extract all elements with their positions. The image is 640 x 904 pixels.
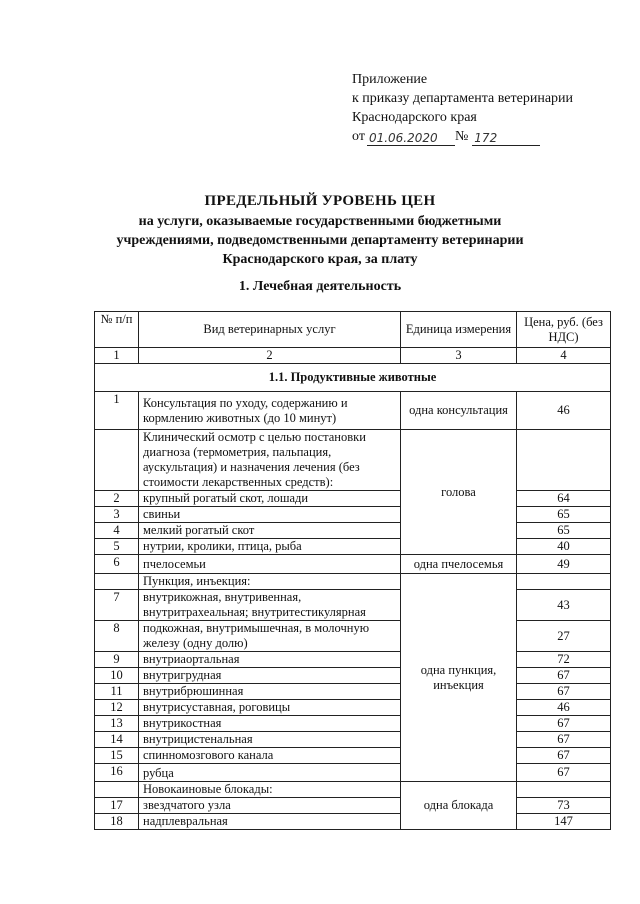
- row-num: 10: [95, 668, 139, 684]
- row-service: нутрии, кролики, птица, рыба: [139, 539, 401, 555]
- row-service: звездчатого узла: [139, 798, 401, 814]
- row-service: крупный рогатый скот, лошади: [139, 491, 401, 507]
- row-num: 6: [95, 555, 139, 574]
- row-price: 46: [517, 700, 611, 716]
- appendix-region: Краснодарского края: [352, 110, 477, 125]
- header-unit: Единица измерения: [401, 312, 517, 348]
- col-index-2: 2: [139, 348, 401, 364]
- header-price: Цена, руб. (без НДС): [517, 312, 611, 348]
- group-unit-injection: одна пункция, инъекция: [401, 574, 517, 782]
- table-header-row: [95, 312, 611, 348]
- row-num: 11: [95, 684, 139, 700]
- group-label-num: [95, 574, 139, 590]
- order-date-handwritten: 01.06.2020: [367, 131, 455, 146]
- row-num: 13: [95, 716, 139, 732]
- table-row: [95, 668, 611, 684]
- row-service: Консультация по уходу, содержанию и кормлению животных (до 10 минут): [139, 392, 401, 430]
- row-price: 43: [517, 590, 611, 621]
- group-label-row: [95, 574, 611, 590]
- group-unit-block: одна блокада: [401, 782, 517, 830]
- group-label-row: [95, 430, 611, 491]
- table-row: [95, 748, 611, 764]
- table-row: [95, 555, 611, 574]
- price-table: [94, 311, 611, 830]
- row-price: 64: [517, 491, 611, 507]
- table-row: [95, 523, 611, 539]
- table-row: [95, 764, 611, 782]
- row-service: внутрибрюшинная: [139, 684, 401, 700]
- row-num: 7: [95, 590, 139, 621]
- col-index-3: 3: [401, 348, 517, 364]
- row-price: 27: [517, 621, 611, 652]
- document-title: ПРЕДЕЛЬНЫЙ УРОВЕНЬ ЦЕН: [204, 193, 436, 209]
- row-price: 67: [517, 716, 611, 732]
- table-row: [95, 814, 611, 830]
- table-row: [95, 732, 611, 748]
- group-label-price: [517, 574, 611, 590]
- group-label-injection: Пункция, инъекция:: [139, 574, 401, 590]
- row-num: 2: [95, 491, 139, 507]
- appendix-order-ref: к приказу департамента ветеринарии: [352, 91, 574, 106]
- subtitle-line-1: на услуги, оказываемые государственными бюджетными: [138, 214, 502, 229]
- row-unit: одна пчелосемья: [401, 555, 517, 574]
- row-price: 67: [517, 684, 611, 700]
- row-service: надплевральная: [139, 814, 401, 830]
- row-price: 72: [517, 652, 611, 668]
- row-service: внутрикожная, внутривенная, внутритрахеальная; внутритестикулярная: [139, 590, 401, 621]
- order-prefix: от: [352, 129, 365, 144]
- group-label-exam: Клинический осмотр с целью постановки диагноза (термометрия, пальпация, аускультация) и назначения лечения (без стоимости лекарственных средств):: [139, 430, 401, 491]
- row-service: рубца: [139, 764, 401, 782]
- row-price: 49: [517, 555, 611, 574]
- group-label-price: [517, 782, 611, 798]
- subsection-row: [95, 364, 611, 392]
- table-row: [95, 652, 611, 668]
- section-title: 1. Лечебная деятельность: [238, 279, 402, 294]
- row-num: 9: [95, 652, 139, 668]
- row-num: 15: [95, 748, 139, 764]
- order-number-handwritten: 172: [472, 131, 540, 146]
- table-row: [95, 621, 611, 652]
- table-row: [95, 684, 611, 700]
- appendix-header: [352, 70, 573, 146]
- row-service: спинномозгового канала: [139, 748, 401, 764]
- order-line: [352, 127, 573, 146]
- group-unit-exam: голова: [401, 430, 517, 555]
- column-index-row: [95, 348, 611, 364]
- row-price: 46: [517, 392, 611, 430]
- group-label-block: Новокаиновые блокады:: [139, 782, 401, 798]
- row-price: 65: [517, 507, 611, 523]
- col-index-4: 4: [517, 348, 611, 364]
- row-price: 147: [517, 814, 611, 830]
- table-row: [95, 491, 611, 507]
- row-service: пчелосемьи: [139, 555, 401, 574]
- row-num: 5: [95, 539, 139, 555]
- table-row: [95, 590, 611, 621]
- document-subtitle: [0, 212, 640, 269]
- table-row: [95, 539, 611, 555]
- number-sign: №: [454, 129, 469, 144]
- row-service: внутрисуставная, роговицы: [139, 700, 401, 716]
- row-num: 3: [95, 507, 139, 523]
- row-service: внутрицистенальная: [139, 732, 401, 748]
- subsection-title: 1.1. Продуктивные животные: [95, 364, 611, 392]
- header-service: Вид ветеринарных услуг: [139, 312, 401, 348]
- group-label-row: [95, 782, 611, 798]
- row-num: 4: [95, 523, 139, 539]
- row-num: 1: [95, 392, 139, 430]
- col-index-1: 1: [95, 348, 139, 364]
- row-service: свиньи: [139, 507, 401, 523]
- row-service: внутригрудная: [139, 668, 401, 684]
- row-service: внутрикостная: [139, 716, 401, 732]
- row-price: 67: [517, 732, 611, 748]
- row-service: мелкий рогатый скот: [139, 523, 401, 539]
- row-service: подкожная, внутримышечная, в молочную железу (одну долю): [139, 621, 401, 652]
- row-num: 14: [95, 732, 139, 748]
- row-price: 67: [517, 668, 611, 684]
- subtitle-line-2: учреждениями, подведомственными департаменту ветеринарии: [116, 233, 524, 248]
- group-label-price: [517, 430, 611, 491]
- row-unit: одна консультация: [401, 392, 517, 430]
- row-num: 17: [95, 798, 139, 814]
- subtitle-line-3: Краснодарского края, за плату: [222, 252, 418, 267]
- row-num: 8: [95, 621, 139, 652]
- row-price: 65: [517, 523, 611, 539]
- table-row: [95, 716, 611, 732]
- appendix-title: Приложение: [352, 72, 428, 87]
- table-row: [95, 798, 611, 814]
- row-service: внутриаортальная: [139, 652, 401, 668]
- row-num: 16: [95, 764, 139, 782]
- row-price: 73: [517, 798, 611, 814]
- row-price: 67: [517, 748, 611, 764]
- table-row: [95, 392, 611, 430]
- row-num: 12: [95, 700, 139, 716]
- row-num: 18: [95, 814, 139, 830]
- group-label-num: [95, 782, 139, 798]
- header-num: № п/п: [95, 312, 139, 348]
- table-row: [95, 700, 611, 716]
- table-row: [95, 507, 611, 523]
- group-label-num: [95, 430, 139, 491]
- row-price: 40: [517, 539, 611, 555]
- row-price: 67: [517, 764, 611, 782]
